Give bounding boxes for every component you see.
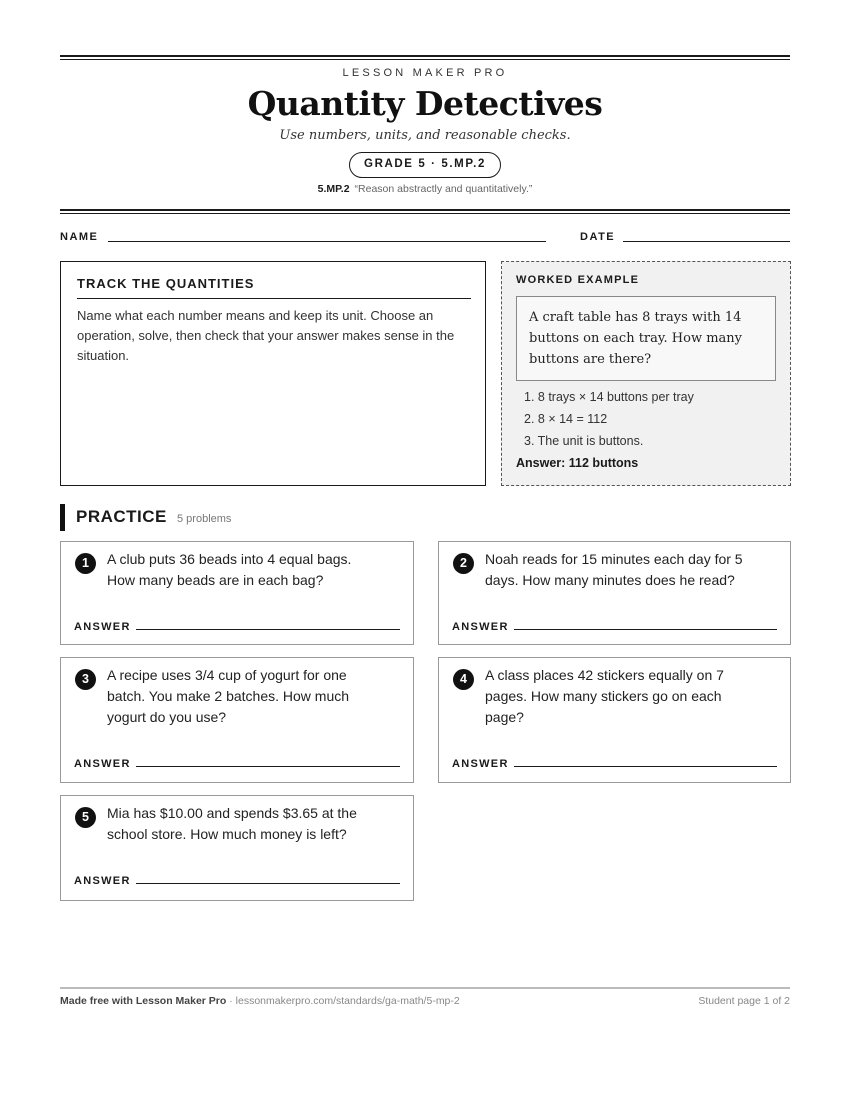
answer-line-1[interactable] xyxy=(136,629,400,630)
track-text: Name what each number means and keep its unit. Choose an operation, solve, then check that your answer makes sense in the situation. xyxy=(77,308,455,363)
problem-card-2 xyxy=(438,541,791,645)
practice-title: PRACTICE xyxy=(76,507,167,526)
track-divider xyxy=(77,298,471,299)
footer-url[interactable]: · lessonmakerpro.com/standards/ga-math/5-mp-2 xyxy=(226,995,460,1007)
worked-example-box xyxy=(501,261,791,486)
problem-card-5 xyxy=(60,795,414,901)
answer-label: ANSWER xyxy=(74,875,131,887)
problem-line: A club puts 36 beads into 4 equal bags. xyxy=(107,551,352,567)
footer-page-label: Student page 1 of 2 xyxy=(698,995,790,1007)
problem-number: 1 xyxy=(75,553,96,574)
problem-line: Noah reads for 15 minutes each day for 5 xyxy=(485,551,743,567)
problem-card-3 xyxy=(60,657,414,783)
name-field[interactable] xyxy=(108,241,546,242)
problem-line: yogurt do you use? xyxy=(107,709,227,725)
answer-line-2[interactable] xyxy=(514,629,777,630)
problem-line: A recipe uses 3/4 cup of yogurt for one xyxy=(107,667,347,683)
example-step: 3. The unit is buttons. xyxy=(524,434,644,448)
worksheet-title: Quantity Detectives xyxy=(247,84,603,123)
answer-line-3[interactable] xyxy=(136,766,400,767)
problem-line: A class places 42 stickers equally on 7 xyxy=(485,667,724,683)
example-steps xyxy=(524,386,694,452)
date-label: DATE xyxy=(580,231,616,243)
name-label: NAME xyxy=(60,231,99,243)
practice-accent-bar xyxy=(60,504,65,531)
problem-number: 3 xyxy=(75,669,96,690)
answer-label: ANSWER xyxy=(452,621,509,633)
problem-line: days. How many minutes does he read? xyxy=(485,572,735,588)
example-step: 2. 8 × 14 = 112 xyxy=(524,412,608,426)
problem-line: pages. How many stickers go on each xyxy=(485,688,722,704)
problem-text xyxy=(485,665,724,728)
answer-label: ANSWER xyxy=(74,621,131,633)
problem-line: school store. How much money is left? xyxy=(107,826,347,842)
example-step: 1. 8 trays × 14 buttons per tray xyxy=(524,390,694,404)
example-problem: A craft table has 8 trays with 14 buttons on each tray. How many buttons are there? xyxy=(516,296,776,381)
example-title: WORKED EXAMPLE xyxy=(516,274,640,286)
footer-made-with: Made free with Lesson Maker Pro xyxy=(60,995,227,1007)
header-top-rule xyxy=(60,55,790,60)
problem-text xyxy=(107,803,357,845)
date-field[interactable] xyxy=(623,241,790,242)
worksheet-page xyxy=(60,0,790,1100)
grade-badge: GRADE 5 · 5.MP.2 xyxy=(349,152,501,178)
answer-line-5[interactable] xyxy=(136,883,400,884)
problem-line: batch. You make 2 batches. How much xyxy=(107,688,350,704)
problem-card-4 xyxy=(438,657,791,783)
header-bottom-rule xyxy=(60,209,790,214)
track-quantities-box xyxy=(60,261,486,486)
problem-line: page? xyxy=(485,709,524,725)
practice-count: 5 problems xyxy=(177,513,232,525)
footer-credit xyxy=(60,995,460,1007)
problem-number: 5 xyxy=(75,807,96,828)
problem-number: 4 xyxy=(453,669,474,690)
brand-name: LESSON MAKER PRO xyxy=(342,67,508,79)
answer-label: ANSWER xyxy=(74,758,131,770)
problem-text xyxy=(485,549,743,591)
answer-label: ANSWER xyxy=(452,758,509,770)
problem-card-1 xyxy=(60,541,414,645)
track-title: TRACK THE QUANTITIES xyxy=(77,276,255,291)
problem-number: 2 xyxy=(453,553,474,574)
standard-code: 5.MP.2 xyxy=(317,183,350,195)
footer-rule xyxy=(60,987,790,989)
standard-text: “Reason abstractly and quantitatively.” xyxy=(354,183,533,195)
problem-text xyxy=(107,549,351,591)
problem-line: Mia has $10.00 and spends $3.65 at the xyxy=(107,805,357,821)
example-answer: Answer: 112 buttons xyxy=(516,456,639,470)
worksheet-subtitle: Use numbers, units, and reasonable checks. xyxy=(279,128,571,143)
problem-line: How many beads are in each bag? xyxy=(107,572,324,588)
standard-line xyxy=(60,183,790,195)
problem-text xyxy=(107,665,349,728)
answer-line-4[interactable] xyxy=(514,766,777,767)
